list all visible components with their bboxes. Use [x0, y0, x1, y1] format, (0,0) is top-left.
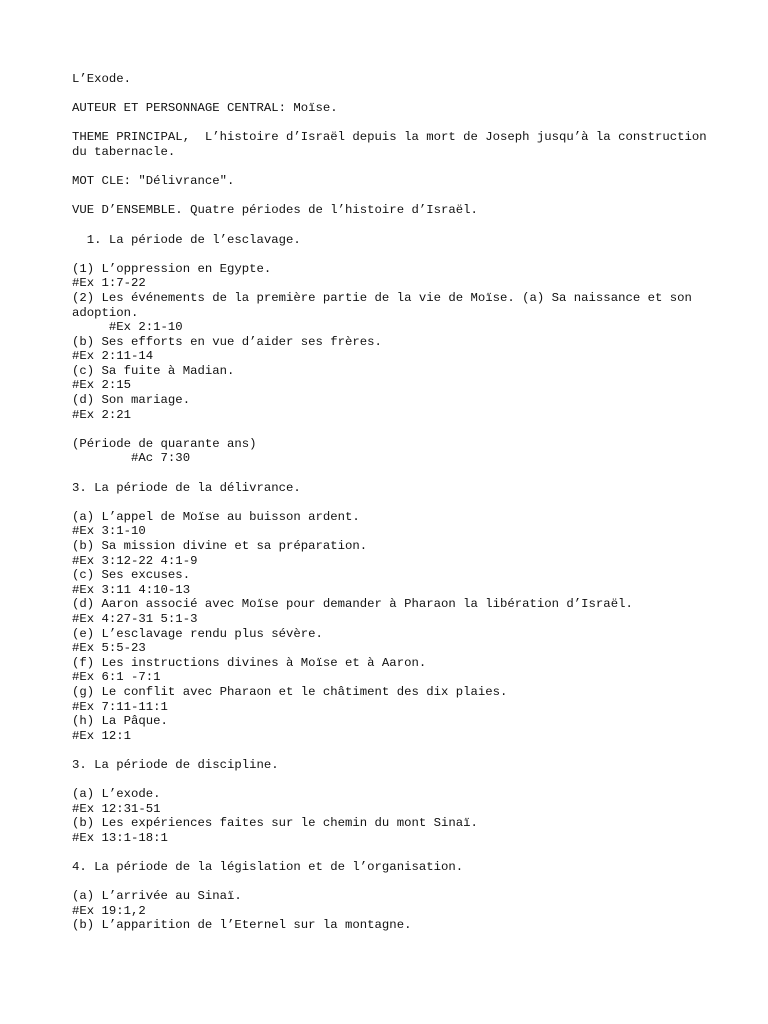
period-note: (Période de quarante ans) [72, 436, 257, 451]
spacer [72, 247, 712, 262]
spacer [72, 218, 712, 233]
text-line: (a) L’arrivée au Sinaï. [72, 889, 242, 904]
scripture-reference: #Ex 12:31-51 [72, 801, 161, 816]
author-line: AUTEUR ET PERSONNAGE CENTRAL: Moïse. [72, 101, 338, 116]
scripture-reference: #Ex 1:7-22 [72, 276, 146, 291]
text-line: (1) L’oppression en Egypte. [72, 261, 272, 276]
spacer [72, 743, 712, 758]
scripture-reference: #Ex 2:21 [72, 407, 132, 422]
spacer [72, 189, 712, 204]
overview-line: VUE D’ENSEMBLE. Quatre périodes de l’histoire d’Israël. [72, 203, 478, 218]
text-line: (b) Les expériences faites sur le chemin du mont Sinaï. [72, 816, 478, 831]
period-1-heading: 1. La période de l’esclavage. [72, 232, 301, 247]
scripture-reference: #Ex 7:11-11:1 [72, 699, 168, 714]
scripture-reference: #Ex 19:1,2 [72, 903, 146, 918]
scripture-reference: #Ex 3:11 4:10-13 [72, 582, 191, 597]
spacer [72, 495, 712, 510]
scripture-reference: #Ex 3:12-22 4:1-9 [72, 553, 198, 568]
text-line: (b) L’apparition de l’Eternel sur la montagne. [72, 918, 412, 933]
spacer [72, 116, 712, 131]
spacer [72, 160, 712, 175]
period-4-heading: 4. La période de la législation et de l’organisation. [72, 860, 464, 875]
period-3-heading: 3. La période de discipline. [72, 757, 279, 772]
spacer [72, 845, 712, 860]
text-line: (h) La Pâque. [72, 714, 168, 729]
text-line: (a) L’appel de Moïse au buisson ardent. [72, 509, 360, 524]
text-line: (a) L’exode. [72, 787, 161, 802]
spacer [72, 773, 712, 788]
document-title: L’Exode. [72, 72, 132, 86]
keyword-line: MOT CLE: "Délivrance". [72, 174, 235, 189]
text-line: (b) Ses efforts en vue d’aider ses frères. [72, 334, 382, 349]
spacer [72, 466, 712, 481]
scripture-reference: #Ex 5:5-23 [72, 641, 146, 656]
text-line: (f) Les instructions divines à Moïse et à Aaron. [72, 655, 427, 670]
scripture-reference: #Ex 4:27-31 5:1-3 [72, 611, 198, 626]
scripture-reference: #Ex 13:1-18:1 [72, 830, 168, 845]
text-line: (b) Sa mission divine et sa préparation. [72, 539, 368, 553]
scripture-reference: #Ex 3:1-10 [72, 524, 146, 539]
text-line: (2) Les événements de la première partie de la vie de Moïse. (a) Sa naissance et son adoption. [72, 290, 700, 320]
scripture-reference: #Ac 7:30 [72, 451, 191, 466]
scripture-reference: #Ex 6:1 -7:1 [72, 670, 161, 685]
scripture-reference: #Ex 2:1-10 [72, 320, 183, 335]
text-line: (d) Son mariage. [72, 393, 191, 408]
spacer [72, 87, 712, 102]
scripture-reference: #Ex 12:1 [72, 728, 132, 743]
scripture-reference: #Ex 2:15 [72, 378, 132, 393]
text-line: (c) Sa fuite à Madian. [72, 363, 235, 378]
period-2-heading: 3. La période de la délivrance. [72, 480, 301, 495]
spacer [72, 422, 712, 437]
text-line: (e) L’esclavage rendu plus sévère. [72, 626, 323, 641]
theme-line: THEME PRINCIPAL, L’histoire d’Israël depuis la mort de Joseph jusqu’à la construction du tabernacle. [72, 130, 715, 159]
scripture-reference: #Ex 2:11-14 [72, 349, 154, 364]
document-page [72, 72, 715, 933]
spacer [72, 875, 712, 890]
text-line: (d) Aaron associé avec Moïse pour demander à Pharaon la libération d’Israël. [72, 597, 633, 612]
text-line: (g) Le conflit avec Pharaon et le châtiment des dix plaies. [72, 684, 508, 699]
text-line: (c) Ses excuses. [72, 568, 191, 583]
